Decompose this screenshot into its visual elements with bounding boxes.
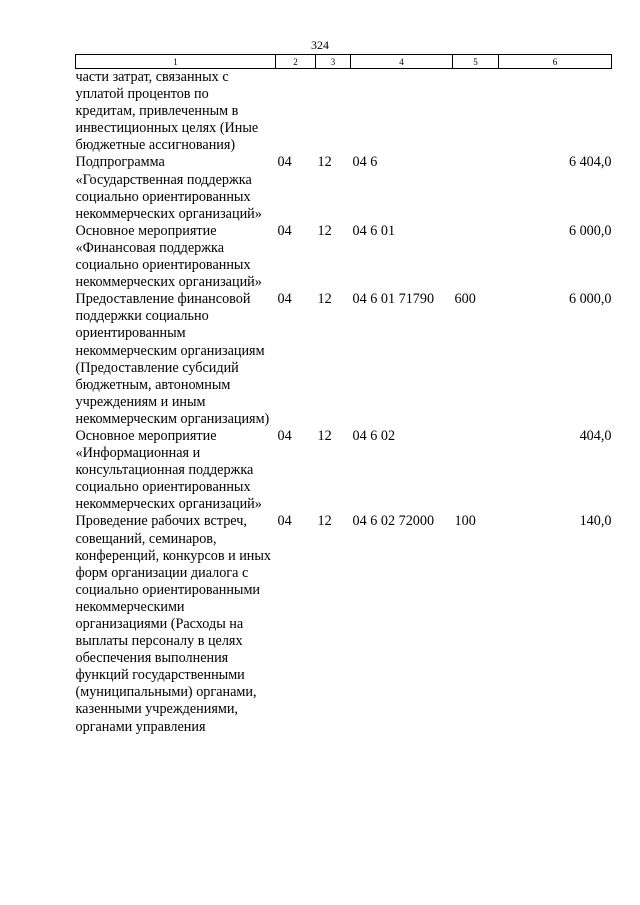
row-expense-type [453,428,499,513]
row-section: 04 [277,427,292,444]
page-number: 324 [311,38,329,52]
row-section: 04 [277,513,292,530]
row-name: Подпрограмма «Государственная поддержка социально ориентированных некоммерческих организаций» [75,154,262,222]
row-section [276,69,316,155]
row-subsection: 12 [317,222,332,239]
row-target-article: 04 6 01 71790 [352,291,435,308]
column-header-3: 3 [316,55,351,69]
table-row [76,513,612,735]
row-amount: 6 000,0 [568,291,612,308]
row-section: 04 [277,154,292,171]
budget-table [75,54,612,736]
row-amount: 404,0 [579,427,612,444]
column-header-6: 6 [499,55,612,69]
column-header-2: 2 [276,55,316,69]
row-expense-type [453,154,499,222]
column-number-header [76,55,612,69]
table-row [76,69,612,155]
row-amount: 6 404,0 [568,154,612,171]
column-header-5: 5 [453,55,499,69]
row-name: Проведение рабочих встреч, совещаний, семинаров, конференций, конкурсов и иных форм организации диалога с социально ориентированными некоммерческими организациями (Расходы на выплаты персоналу в целях обеспечения выполнения функций государственными (муниципальными) органами, казенными учреждениями, органами управления [75,513,272,735]
table-row [76,223,612,291]
row-subsection: 12 [317,427,332,444]
row-expense-type: 600 [454,291,476,308]
row-amount [499,69,612,155]
row-subsection: 12 [317,154,332,171]
row-subsection: 12 [317,291,332,308]
table-row [76,154,612,222]
row-name: части затрат, связанных с уплатой процентов по кредитам, привлеченным в инвестиционных целях (Иные бюджетные ассигнования) [75,69,259,154]
row-target-article [351,69,453,155]
table-row [76,291,612,428]
row-name: Основное мероприятие «Информационная и консультационная поддержка социально ориентированных некоммерческих организаций» [75,427,262,513]
row-target-article: 04 6 02 [352,427,396,444]
row-target-article: 04 6 02 72000 [352,513,435,530]
row-subsection [316,69,351,155]
table-row [76,428,612,513]
row-section: 04 [277,291,292,308]
row-section: 04 [277,222,292,239]
row-subsection: 12 [317,513,332,530]
row-amount: 6 000,0 [568,222,612,239]
row-target-article: 04 6 01 [352,222,396,239]
row-name: Основное мероприятие «Финансовая поддержка социально ориентированных некоммерческих организаций» [75,222,262,291]
row-amount: 140,0 [579,513,612,530]
column-header-4: 4 [351,55,453,69]
row-target-article: 04 6 [352,154,378,171]
column-header-1: 1 [76,55,276,69]
row-name: Предоставление финансовой поддержки социально ориентированным некоммерческим организациям (Предоставление субсидий бюджетным, автономным учреждениям и иным некоммерческим организациям) [75,291,270,427]
row-expense-type [453,223,499,291]
row-expense-type: 100 [454,513,476,530]
row-expense-type [453,69,499,155]
